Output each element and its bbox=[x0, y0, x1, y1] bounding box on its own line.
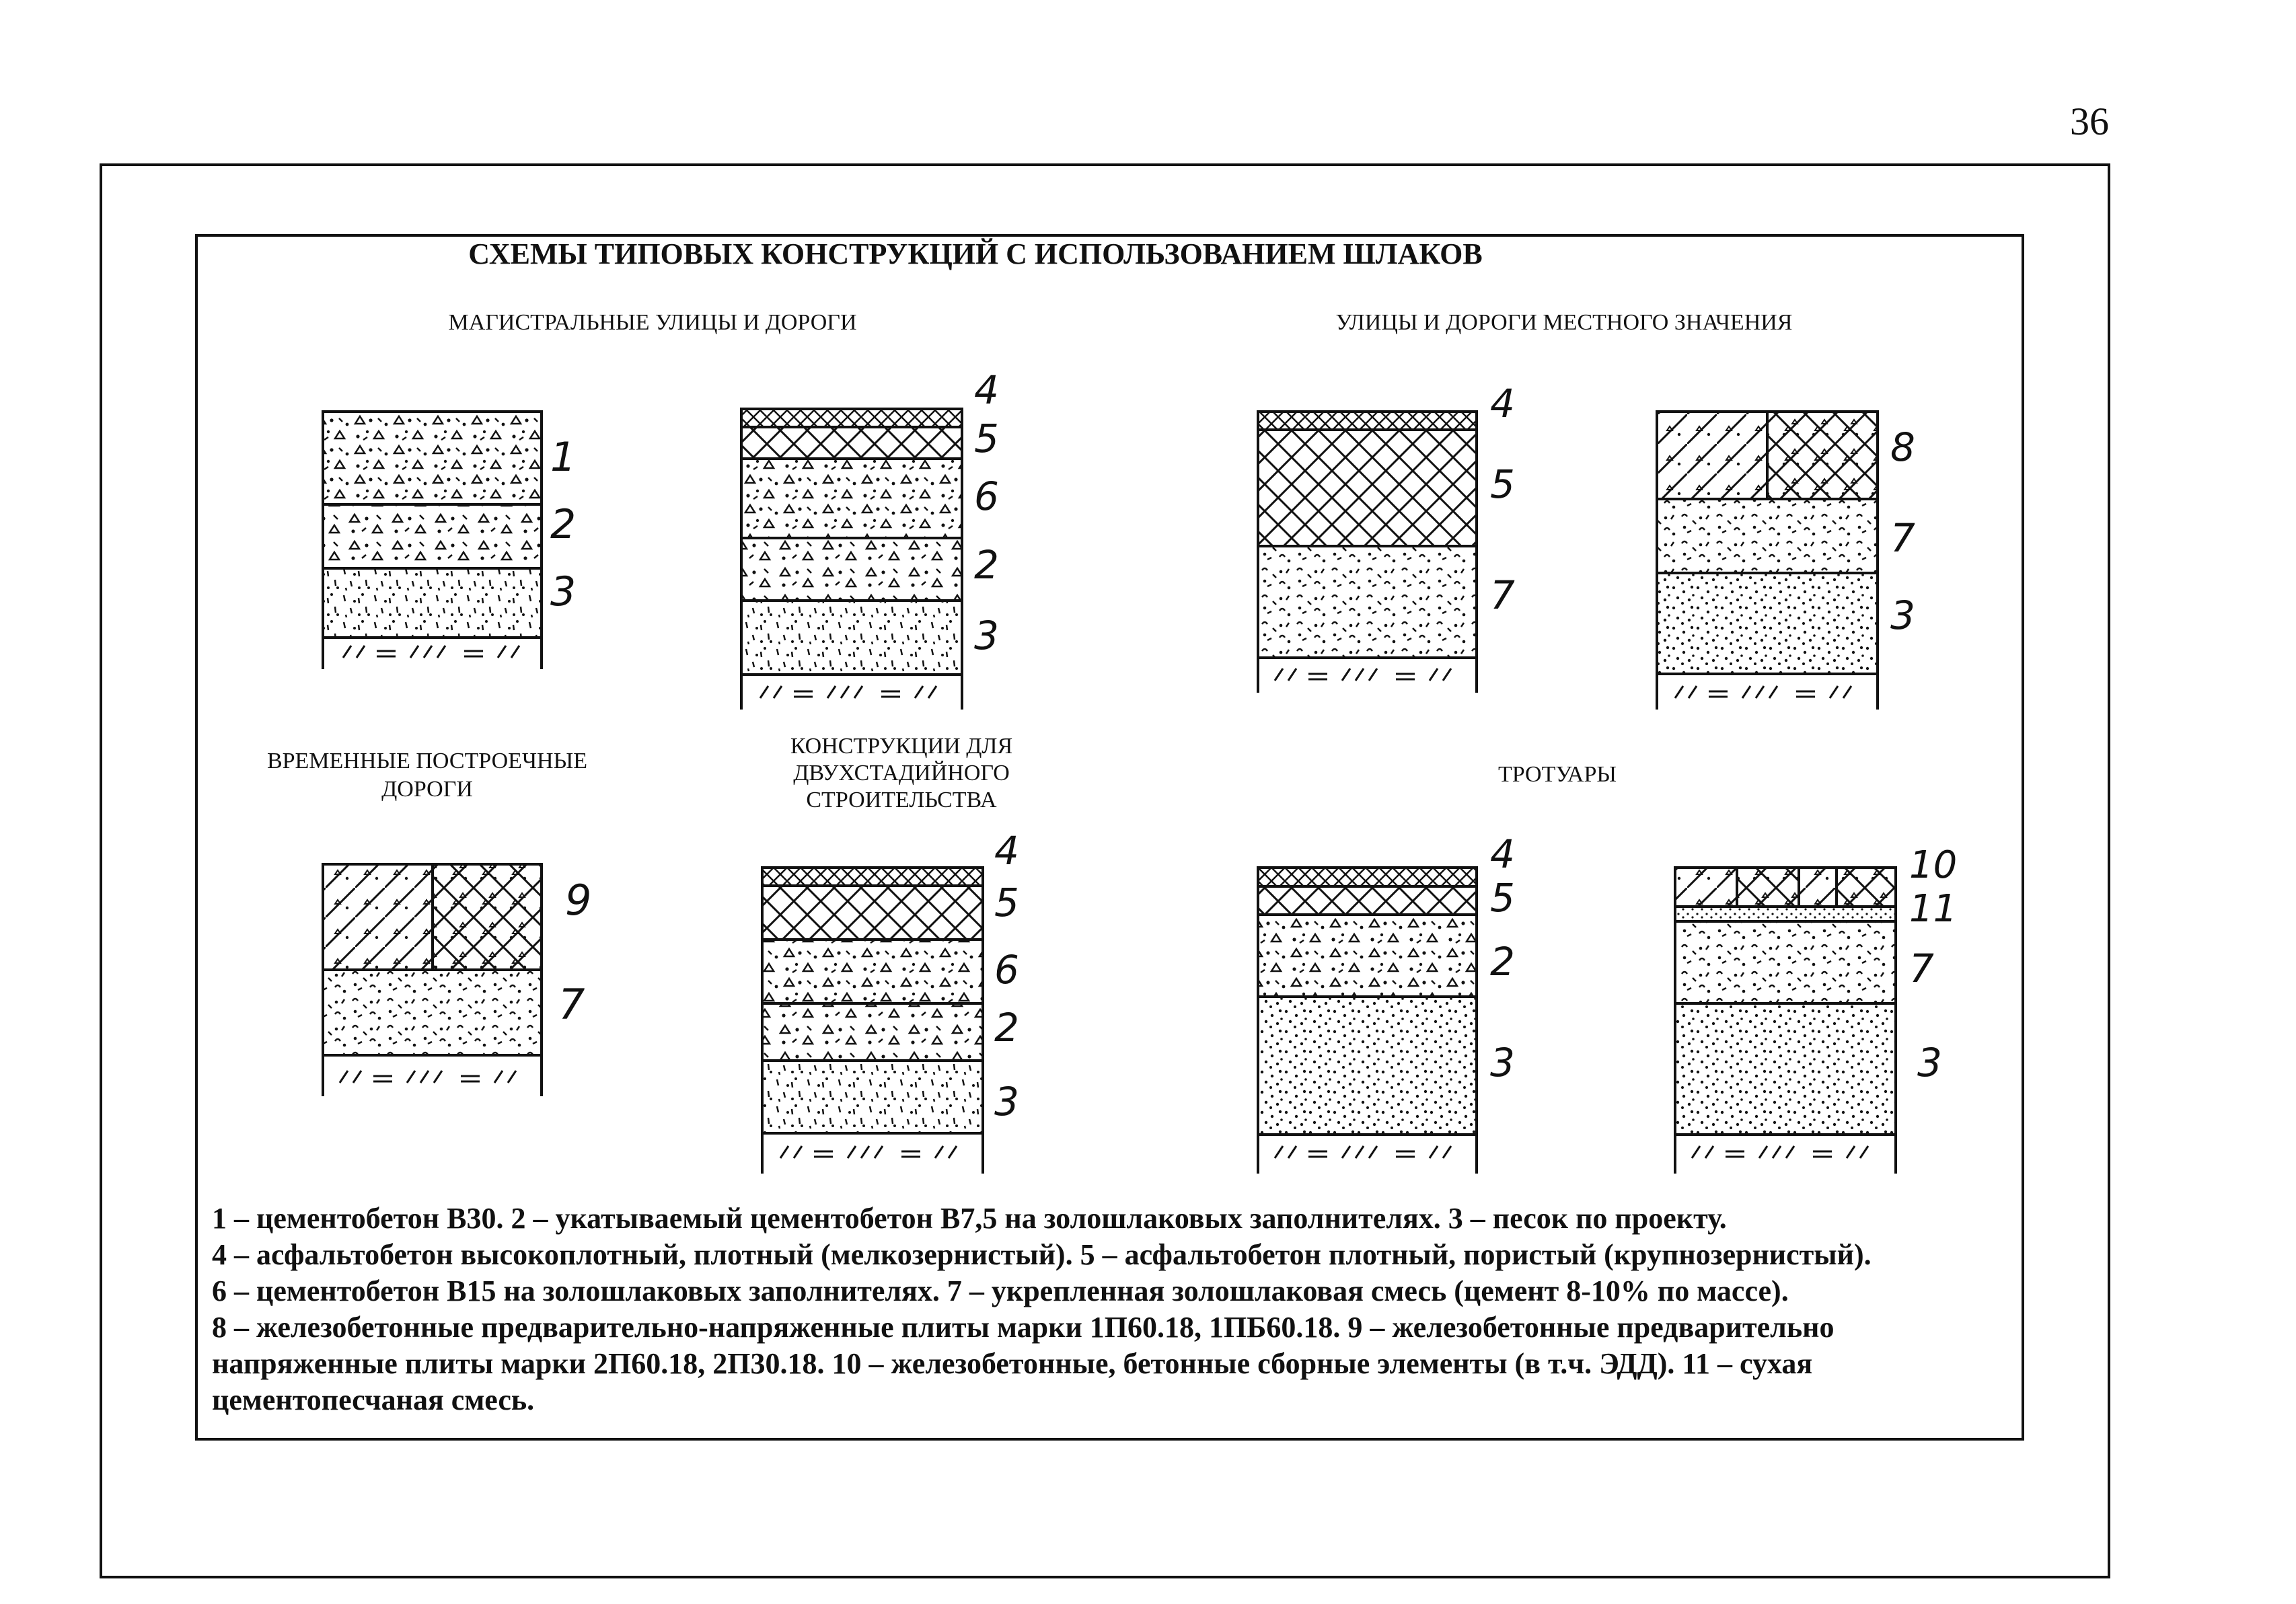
layer-label: 4 bbox=[994, 828, 1019, 874]
page-number: 36 bbox=[2070, 100, 2109, 143]
layer-label: 4 bbox=[974, 367, 999, 413]
section-two-stage-line2: ДВУХСТАДИЙНОГО bbox=[793, 761, 1010, 786]
layer-label: 10 bbox=[1909, 843, 1958, 887]
layer-label: 5 bbox=[1490, 461, 1515, 507]
layer-label: 6 bbox=[974, 473, 999, 519]
section-main-streets: МАГИСТРАЛЬНЫЕ УЛИЦЫ И ДОРОГИ bbox=[448, 310, 857, 335]
diagram-4 bbox=[1657, 412, 1915, 710]
layer-label: 3 bbox=[1917, 1040, 1942, 1085]
legend-line: 1 – цементобетон В30. 2 – укатываемый цементобетон В7,5 на золошлаковых заполнителях. 3 – песок по проекту. bbox=[212, 1202, 1727, 1235]
layer-label: 11 bbox=[1909, 887, 1958, 931]
legend-line: 4 – асфальтобетон высокоплотный, плотный (мелкозернистый). 5 – асфальтобетон плотный, пористый (крупнозернистый). bbox=[212, 1238, 1872, 1271]
layer-label: 6 bbox=[994, 947, 1019, 993]
layer-label: 2 bbox=[550, 501, 577, 548]
legend-line: цементопесчаная смесь. bbox=[212, 1383, 535, 1416]
diagram-2 bbox=[741, 367, 999, 710]
diagram-8 bbox=[1675, 843, 1957, 1174]
section-temporary-roads-line2: ДОРОГИ bbox=[381, 777, 473, 802]
section-temporary-roads-line1: ВРЕМЕННЫЕ ПОСТРОЕЧНЫЕ bbox=[266, 749, 588, 773]
layer-label: 7 bbox=[1490, 572, 1515, 618]
diagram-7 bbox=[1258, 831, 1515, 1174]
section-sidewalks: ТРОТУАРЫ bbox=[1497, 762, 1617, 787]
layer-label: 9 bbox=[565, 876, 592, 925]
layer-label: 5 bbox=[974, 416, 999, 461]
layer-label: 4 bbox=[1490, 381, 1515, 426]
layer-label: 7 bbox=[1909, 946, 1934, 991]
diagram-1 bbox=[323, 412, 576, 669]
layer-label: 2 bbox=[994, 1005, 1019, 1051]
legend-line: напряженные плиты марки 2П60.18, 2П30.18. 10 – железобетонные, бетонные сборные элементы (в т.ч. ЭДД). 11 – сухая bbox=[212, 1347, 1813, 1380]
layer-label: 7 bbox=[558, 980, 585, 1029]
layer-label: 3 bbox=[1490, 1040, 1515, 1085]
layer-label: 3 bbox=[1890, 593, 1915, 638]
layer-label: 2 bbox=[974, 542, 999, 588]
layer-label: 5 bbox=[1490, 875, 1515, 921]
section-two-stage-line3: СТРОИТЕЛЬСТВА bbox=[806, 788, 997, 812]
section-two-stage-line1: КОНСТРУКЦИИ ДЛЯ bbox=[790, 734, 1013, 759]
legend-line: 8 – железобетонные предварительно-напряженные плиты марки 1П60.18, 1ПБ60.18. 9 – железобетонные предварительно bbox=[212, 1311, 1835, 1344]
diagram-5 bbox=[323, 864, 591, 1096]
layer-label: 7 bbox=[1890, 515, 1915, 561]
layer-label: 3 bbox=[974, 613, 999, 658]
section-local-streets: УЛИЦЫ И ДОРОГИ МЕСТНОГО ЗНАЧЕНИЯ bbox=[1335, 310, 1793, 335]
page-title: СХЕМЫ ТИПОВЫХ КОНСТРУКЦИЙ С ИСПОЛЬЗОВАНИЕМ ШЛАКОВ bbox=[468, 237, 1483, 270]
layer-label: 3 bbox=[550, 568, 577, 615]
layer-label: 1 bbox=[550, 434, 577, 481]
layer-label: 5 bbox=[994, 880, 1019, 925]
legend bbox=[212, 1200, 1974, 1418]
layer-label: 4 bbox=[1490, 831, 1515, 877]
layer-label: 8 bbox=[1890, 424, 1915, 470]
layer-label: 2 bbox=[1490, 939, 1515, 985]
layer-label: 3 bbox=[994, 1079, 1019, 1124]
diagram-3 bbox=[1258, 381, 1515, 693]
legend-line: 6 – цементобетон В15 на золошлаковых заполнителях. 7 – укрепленная золошлаковая смесь (цемент 8-10% по массе). bbox=[212, 1274, 1789, 1307]
diagram-6 bbox=[762, 828, 1019, 1174]
